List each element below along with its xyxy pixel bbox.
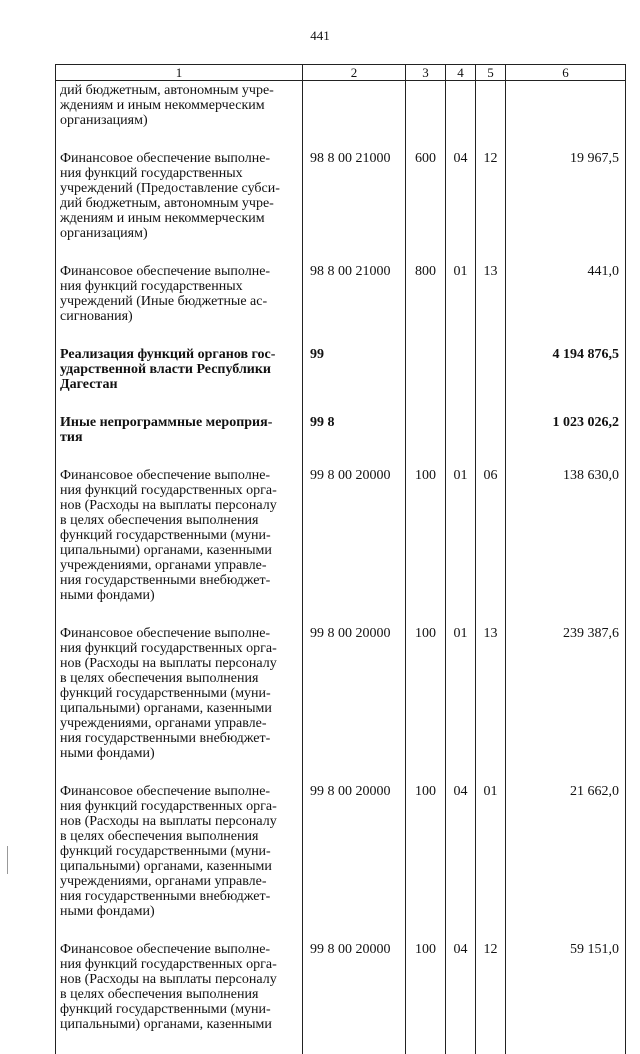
table-row	[56, 625, 626, 783]
row-description	[56, 414, 303, 467]
row-code	[303, 625, 406, 783]
table-row	[56, 414, 626, 467]
row-expense-type	[406, 414, 446, 467]
row-section	[446, 263, 476, 346]
row-amount	[506, 81, 626, 151]
row-amount	[506, 150, 626, 263]
row-subsection-text: 13	[484, 626, 498, 641]
table-row	[56, 346, 626, 414]
row-description	[56, 81, 303, 151]
row-amount	[506, 346, 626, 414]
row-code	[303, 783, 406, 941]
row-expense-type	[406, 150, 446, 263]
budget-table-container	[55, 64, 625, 854]
row-amount	[506, 414, 626, 467]
row-subsection	[476, 81, 506, 151]
table-row	[56, 263, 626, 346]
row-expense-type-text: 100	[415, 942, 436, 957]
row-amount-text: 4 194 876,5	[553, 347, 620, 362]
row-expense-type	[406, 625, 446, 783]
table-row	[56, 81, 626, 151]
row-subsection	[476, 625, 506, 783]
row-code-text: 99 8 00 20000	[310, 468, 391, 483]
row-amount-text: 138 630,0	[563, 468, 619, 483]
row-section-text: 04	[454, 942, 468, 957]
row-section	[446, 81, 476, 151]
row-section	[446, 150, 476, 263]
page-number: 441	[0, 28, 640, 44]
row-code	[303, 467, 406, 625]
row-amount-text: 239 387,6	[563, 626, 619, 641]
row-subsection	[476, 783, 506, 941]
row-section-text: 04	[454, 151, 468, 166]
row-subsection-text: 06	[484, 468, 498, 483]
row-subsection-text: 13	[484, 264, 498, 279]
row-section	[446, 783, 476, 941]
row-section	[446, 414, 476, 467]
table-row	[56, 783, 626, 941]
row-expense-type-text: 600	[415, 151, 436, 166]
row-subsection	[476, 941, 506, 1054]
header-col-2: 2	[303, 65, 406, 81]
header-col-1: 1	[56, 65, 303, 81]
row-description-text: Финансовое обеспечение выполне- ния функций государственных орга- нов (Расходы на выплаты персоналу в целях обеспечения выполнения функций государственными (муни- ципальными) органами, казенными учреждениями, органами управле- ния государственными внебюджет- ными фондами)	[60, 784, 277, 919]
row-description-text: дий бюджетным, автономным учре- ждениям и иным некоммерческим организациям)	[60, 83, 274, 128]
row-section	[446, 467, 476, 625]
row-code-text: 98 8 00 21000	[310, 264, 391, 279]
row-expense-type	[406, 467, 446, 625]
row-expense-type-text: 100	[415, 626, 436, 641]
row-code-text: 99 8	[310, 415, 335, 430]
row-expense-type	[406, 346, 446, 414]
row-code	[303, 263, 406, 346]
row-expense-type	[406, 941, 446, 1054]
header-col-6: 6	[506, 65, 626, 81]
row-description-text: Иные непрограммные мероприя- тия	[60, 415, 272, 445]
row-expense-type-text: 100	[415, 784, 436, 799]
row-amount	[506, 263, 626, 346]
row-amount	[506, 941, 626, 1054]
row-subsection	[476, 263, 506, 346]
row-amount	[506, 467, 626, 625]
table-body	[56, 81, 626, 1054]
row-amount-text: 19 967,5	[570, 151, 619, 166]
row-code-text: 99 8 00 20000	[310, 784, 391, 799]
row-section-text: 01	[454, 626, 468, 641]
row-subsection-text: 12	[484, 151, 498, 166]
row-section	[446, 346, 476, 414]
row-description	[56, 263, 303, 346]
row-amount	[506, 625, 626, 783]
row-code	[303, 81, 406, 151]
row-subsection-text: 01	[484, 784, 498, 799]
row-subsection	[476, 346, 506, 414]
row-code-text: 99 8 00 20000	[310, 626, 391, 641]
row-subsection	[476, 150, 506, 263]
row-code	[303, 346, 406, 414]
scan-margin-mark	[7, 846, 8, 874]
row-amount	[506, 783, 626, 941]
row-description-text: Финансовое обеспечение выполне- ния функций государственных учреждений (Предоставление субси- дий бюджетным, автономным учре- ждениям и иным некоммерческим организациям)	[60, 151, 280, 241]
header-col-5: 5	[476, 65, 506, 81]
row-description	[56, 625, 303, 783]
row-section-text: 01	[454, 264, 468, 279]
row-description	[56, 467, 303, 625]
row-expense-type-text: 800	[415, 264, 436, 279]
row-subsection-text: 12	[484, 942, 498, 957]
row-description-text: Финансовое обеспечение выполне- ния функций государственных орга- нов (Расходы на выплаты персоналу в целях обеспечения выполнения функций государственными (муни- ципальными) органами, казенными учреждениями, органами управле- ния государственными внебюджет- ными фондами)	[60, 626, 277, 761]
row-subsection	[476, 414, 506, 467]
row-description-text: Финансовое обеспечение выполне- ния функций государственных учреждений (Иные бюджетные ас- сигнования)	[60, 264, 270, 324]
row-section-text: 04	[454, 784, 468, 799]
header-row	[56, 65, 626, 81]
table-row	[56, 467, 626, 625]
row-description	[56, 150, 303, 263]
row-section	[446, 941, 476, 1054]
header-col-3: 3	[406, 65, 446, 81]
table-header	[56, 65, 626, 81]
row-expense-type-text: 100	[415, 468, 436, 483]
row-description	[56, 783, 303, 941]
row-amount-text: 441,0	[588, 264, 620, 279]
row-subsection	[476, 467, 506, 625]
row-expense-type	[406, 263, 446, 346]
row-code	[303, 150, 406, 263]
row-description-text: Финансовое обеспечение выполне- ния функций государственных орга- нов (Расходы на выплаты персоналу в целях обеспечения выполнения функций государственными (муни- ципальными) органами, казенными	[60, 942, 277, 1032]
row-amount-text: 1 023 026,2	[553, 415, 620, 430]
row-code	[303, 941, 406, 1054]
row-section	[446, 625, 476, 783]
budget-table	[55, 64, 626, 1054]
header-col-4: 4	[446, 65, 476, 81]
row-amount-text: 21 662,0	[570, 784, 619, 799]
row-expense-type	[406, 81, 446, 151]
row-code-text: 99	[310, 347, 324, 362]
row-description-text: Реализация функций органов гос- ударственной власти Республики Дагестан	[60, 347, 275, 392]
row-description	[56, 346, 303, 414]
row-code	[303, 414, 406, 467]
row-code-text: 98 8 00 21000	[310, 151, 391, 166]
row-amount-text: 59 151,0	[570, 942, 619, 957]
table-row	[56, 941, 626, 1054]
row-section-text: 01	[454, 468, 468, 483]
row-description	[56, 941, 303, 1054]
table-row	[56, 150, 626, 263]
row-code-text: 99 8 00 20000	[310, 942, 391, 957]
row-description-text: Финансовое обеспечение выполне- ния функций государственных орга- нов (Расходы на выплаты персоналу в целях обеспечения выполнения функций государственными (муни- ципальными) органами, казенными учреждениями, органами управле- ния государственными внебюджет- ными фондами)	[60, 468, 277, 603]
row-expense-type	[406, 783, 446, 941]
